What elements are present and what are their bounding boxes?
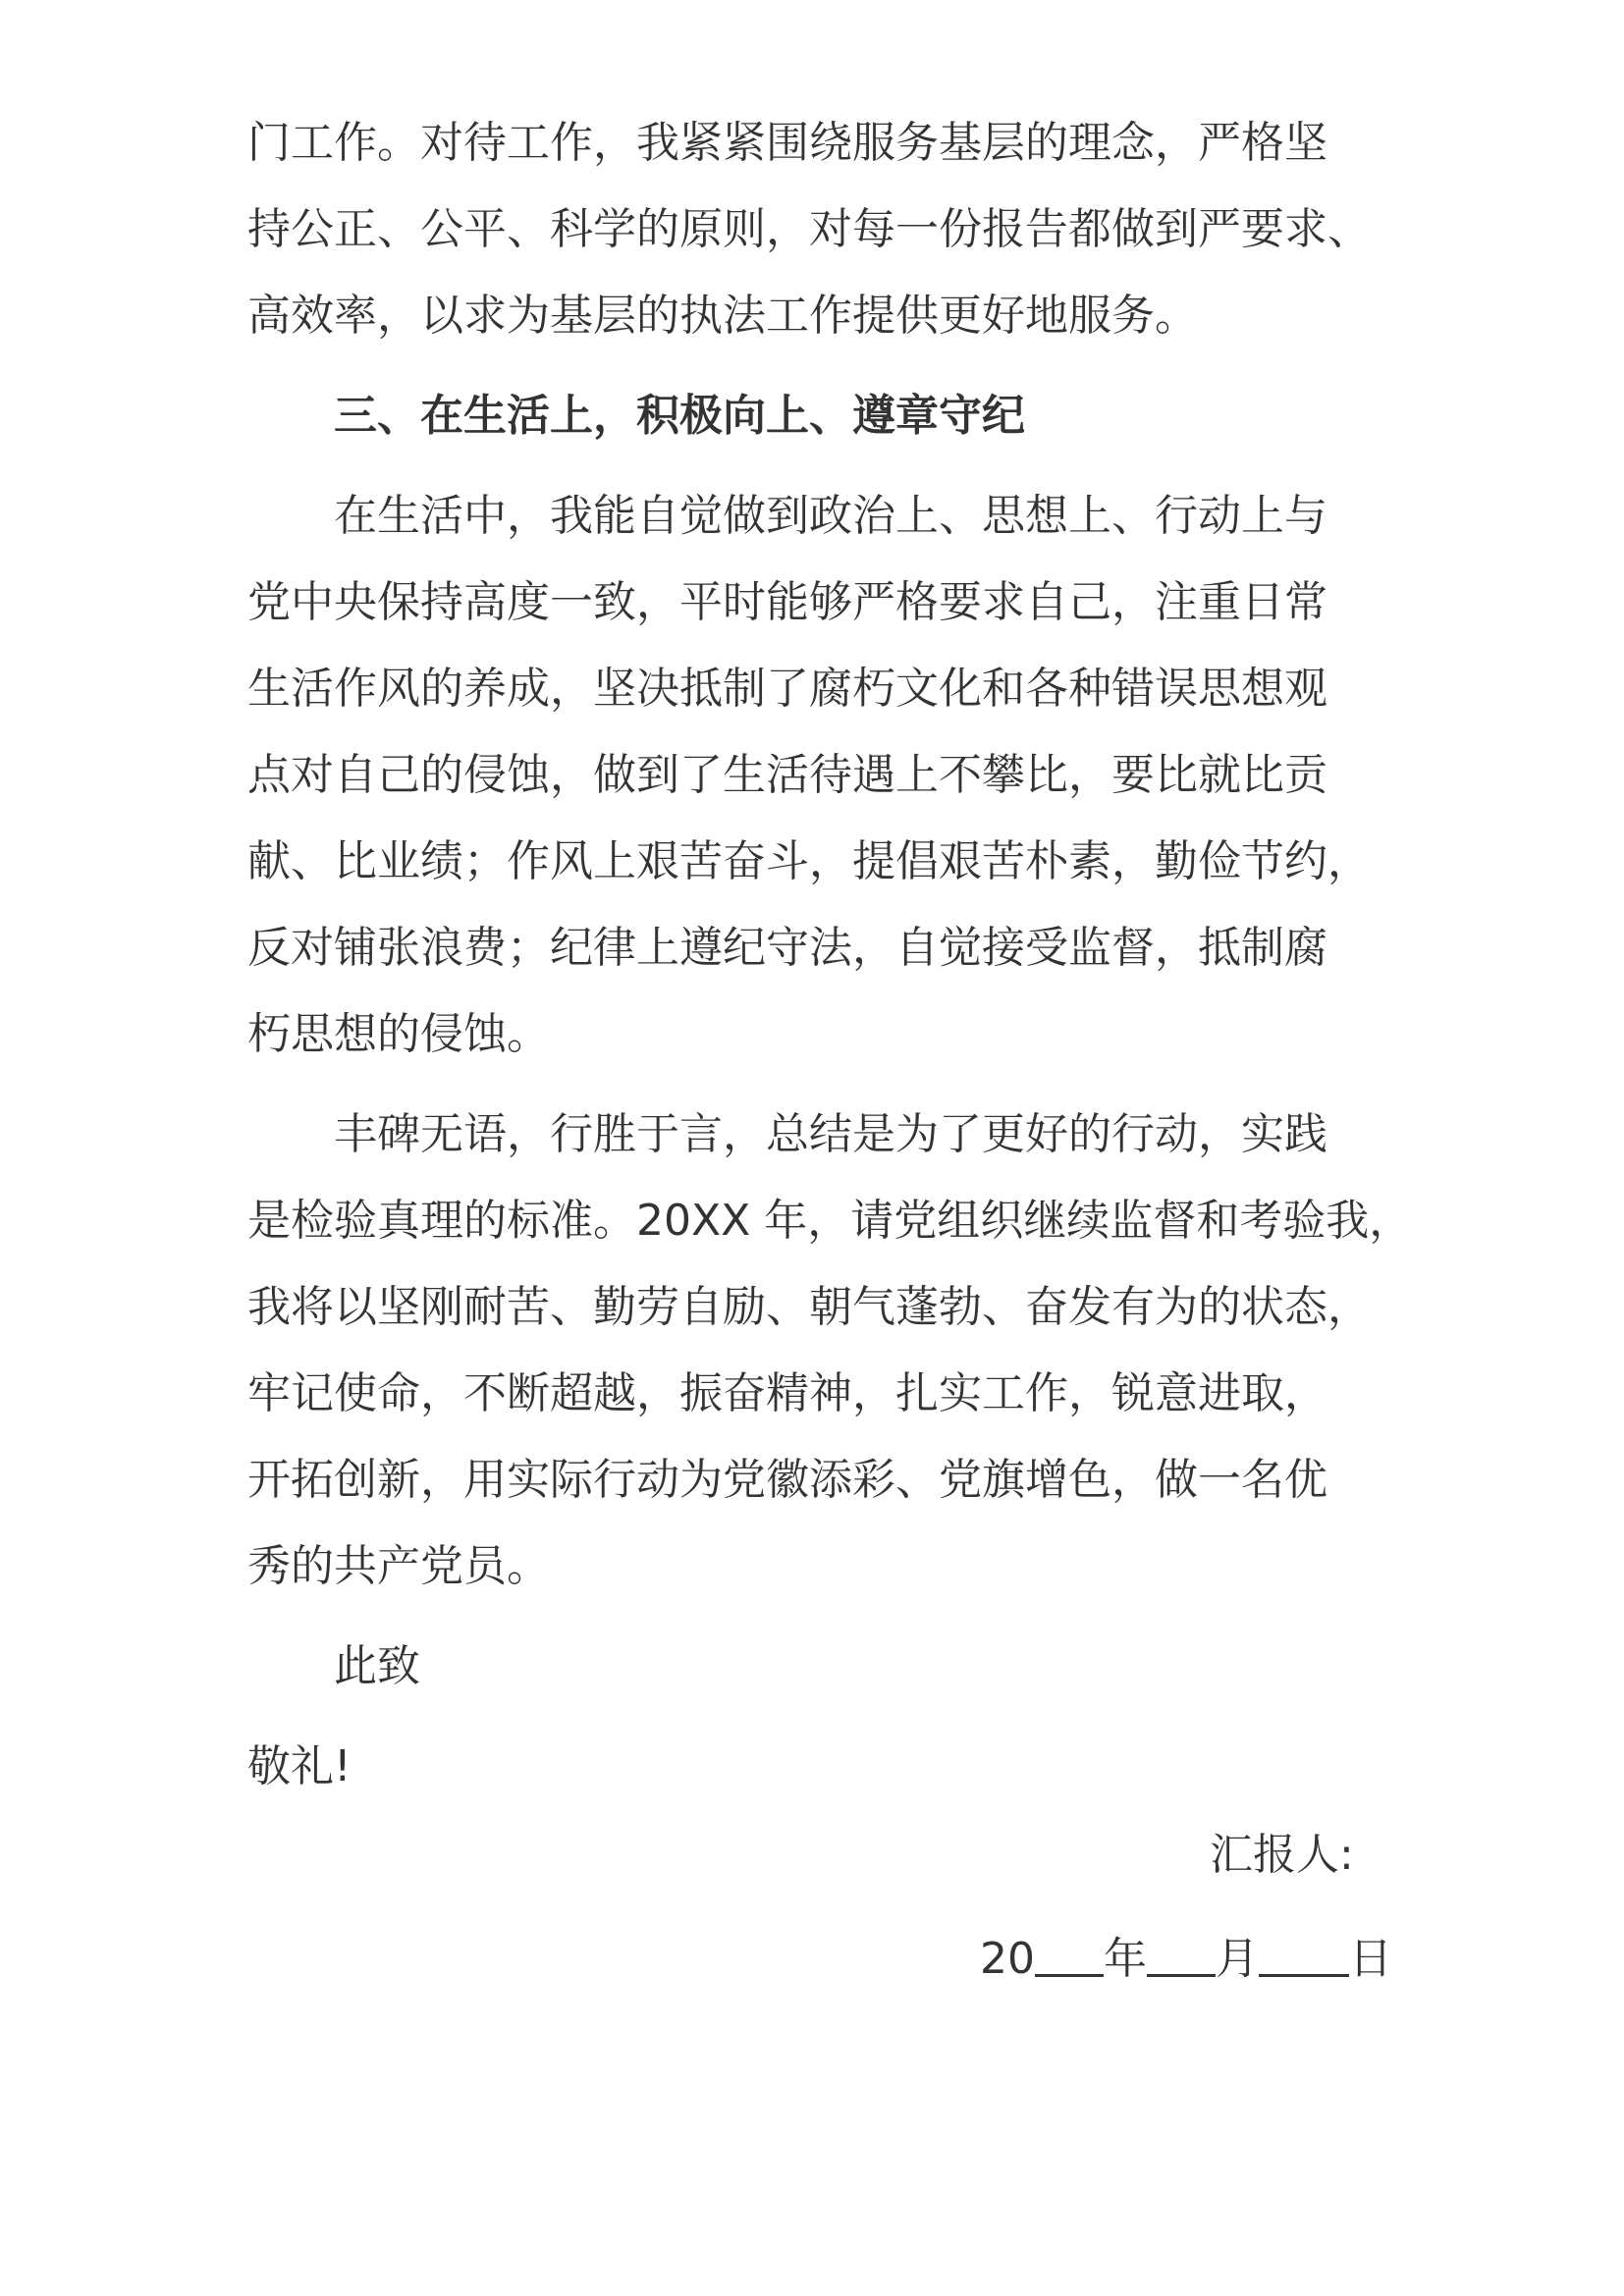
section3-line-1: 在生活中，我能自觉做到政治上、思想上、行动上与: [334, 491, 1327, 541]
section3-line-6: 反对铺张浪费；纪律上遵纪守法，自觉接受监督，抵制腐: [247, 923, 1327, 973]
closing-line-3: 我将以坚刚耐苦、勤劳自励、朝气蓬勃、奋发有为的状态，: [247, 1282, 1371, 1332]
closing-line-6: 秀的共产党员。: [247, 1541, 550, 1591]
section3-line-5: 献、比业绩；作风上艰苦奋斗，提倡艰苦朴素，勤俭节约，: [247, 836, 1371, 886]
date-day-blank: [1259, 1931, 1349, 1977]
closing-line-5: 开拓创新，用实际行动为党徽添彩、党旗增色，做一名优: [247, 1455, 1327, 1505]
closing-line-4: 牢记使命，不断超越，振奋精神，扎实工作，锐意进取，: [247, 1368, 1327, 1418]
date-month-blank: [1147, 1931, 1216, 1977]
reporter-label: 汇报人:: [1210, 1830, 1354, 1880]
date-day-label: 日: [1349, 1934, 1392, 1984]
salutation: 此致: [334, 1641, 420, 1691]
date-year-prefix: 20: [980, 1934, 1035, 1984]
intro-line-2: 持公正、公平、科学的原则，对每一份报告都做到严要求、: [247, 204, 1371, 254]
section3-line-3: 生活作风的养成，坚决抵制了腐朽文化和各种错误思想观: [247, 664, 1327, 714]
date-year-blank: [1035, 1931, 1104, 1977]
section3-line-4: 点对自己的侵蚀，做到了生活待遇上不攀比，要比就比贡: [247, 750, 1327, 800]
intro-line-3: 高效率，以求为基层的执法工作提供更好地服务。: [247, 291, 1198, 341]
section3-heading: 三、在生活上，积极向上、遵章守纪: [334, 391, 1025, 441]
section3-line-7: 朽思想的侵蚀。: [247, 1009, 550, 1059]
section3-line-2: 党中央保持高度一致，平时能够严格要求自己，注重日常: [247, 577, 1327, 627]
closing-line-1: 丰碑无语，行胜于言，总结是为了更好的行动，实践: [334, 1109, 1327, 1159]
date-month-label: 月: [1216, 1934, 1259, 1984]
date-line: [980, 1916, 1392, 2002]
intro-line-1: 门工作。对待工作，我紧紧围绕服务基层的理念，严格坚: [247, 118, 1327, 168]
document-page: [247, 100, 1413, 1810]
date-year-label: 年: [1104, 1934, 1147, 1984]
regards: 敬礼!: [247, 1741, 352, 1791]
closing-line-2: 是检验真理的标准。20XX 年，请党组织继续监督和考验我，: [247, 1196, 1413, 1246]
